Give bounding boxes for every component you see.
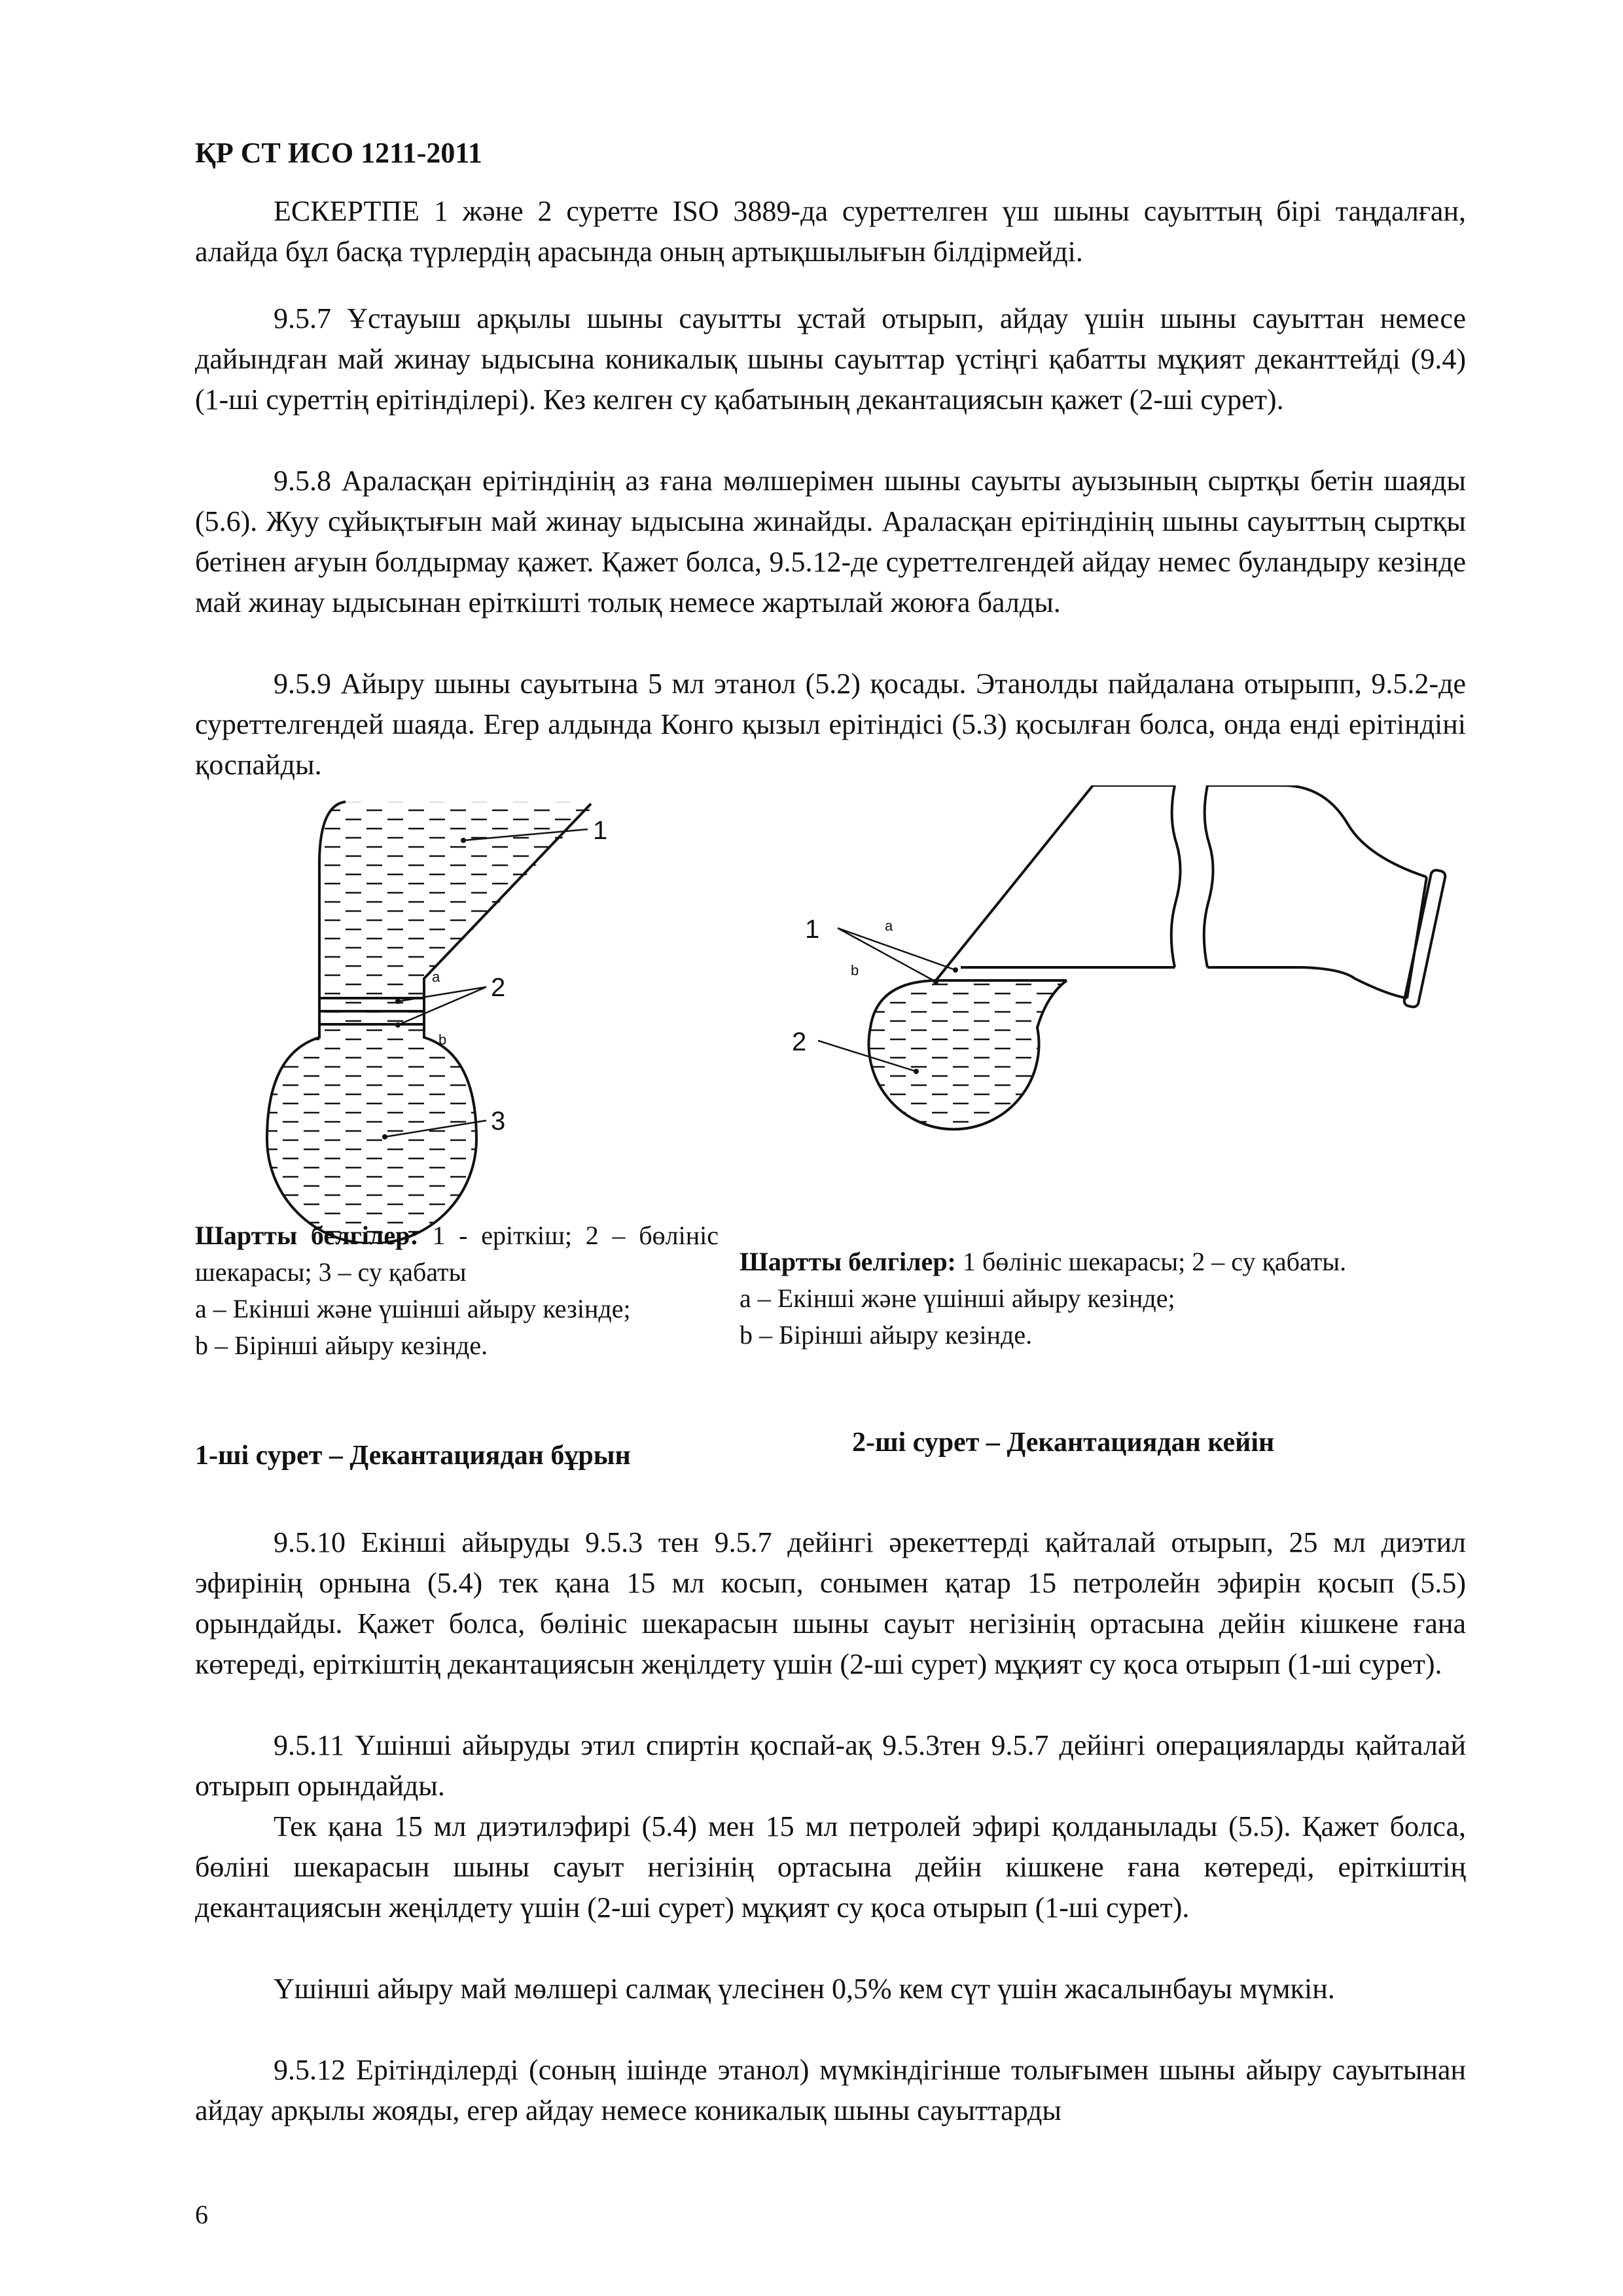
paragraph-9-5-9: 9.5.9 Айыру шыны сауытына 5 мл этанол (5.2) қосады. Этанолды пайдалана отырыпп, 9.5.2-де суреттелгендей шаяда. Егер алдында Конго қызыл ерітіндісі (5.3) қосылған болса, онда енді ерітіндіні қоспайды. [195,668,1466,781]
figure-1-legend-a: a – Екінші және үшінші айыру кезінде; [195,1294,631,1323]
figure-2-label-2: 2 [792,1028,807,1056]
paragraph-9-5-7: 9.5.7 Ұстауыш арқылы шыны сауытты ұстай отырып, айдау үшін шыны сауыттан немесе дайындған май жинау ыдысына коникалық шыны сауыттар үстіңгі қабатты мұқият деканттейді (9.4) (1-ші суреттің ерітінділері). Кез келген су қабатының декантациясын қажет (2-ші сурет). [195,302,1466,416]
paragraph-tek-qana: Тек қана 15 мл диэтилэфирі (5.4) мен 15 мл петролей эфирі қолданылады (5.5). Қажет болса, бөліні шекарасын шыны сауыт негізінің ортасына дейін кішкене ғана көтереді, еріткіштің декантациясын жеңілдету үшін (2-ші сурет) мұқият су қоса отырып (1-ші сурет). [195,1810,1466,1924]
figure-2-caption: 2-ші сурет – Декантациядан кейін [852,1427,1275,1458]
figure-1-label-3: 3 [491,1107,506,1136]
figure-1-label-1: 1 [593,816,608,845]
paragraph-9-5-12: 9.5.12 Ерітінділерді (соның ішінде этанол) мүмкіндігінше толығымен шыны айыру сауытынан айдау арқылы жояды, егер айдау немесе коникалық шыны сауыттарды [195,2054,1466,2126]
figure-2-legend-b: b – Бірінші айыру кезінде. [740,1320,1033,1350]
figure-2-legend-text: 1 бөлініс шекарасы; 2 – су қабаты. [962,1247,1347,1276]
figure-2-label-a: a [885,918,893,934]
figure-2-legend-title: Шартты белгілер: [740,1247,956,1276]
paragraph-9-5-8: 9.5.8 Араласқан ерітіндінің аз ғана мөлшерімен шыны сауыты ауызының сыртқы бетін шаяды (5.6). Жуу сұйықтығын май жинау ыдысына жинайды. Араласқан ерітіндінің шыны сауыттың сыртқы бетінен ағуын болдырмау қажет. Қажет болса, 9.5.12-де суреттелгендей айдау немес буландыру кезінде май жинау ыдысынан еріткішті толық немесе жартылай жоюға балды. [195,465,1466,619]
figure-1-label-b: b [438,1031,447,1048]
figure-2-drawing [740,785,1499,1244]
figure-1-label-2: 2 [491,973,506,1002]
figure-2-label-1: 1 [805,915,820,944]
figure-1-legend-b: b – Бірінші айыру кезінде. [195,1331,488,1360]
figure-1-drawing [195,785,771,1244]
figure-2-legend-main [740,1244,1466,1280]
figure-1 [195,785,771,1471]
figure-2 [740,785,1499,1458]
figure-2-label-b: b [851,962,859,978]
figure-1-legend-main [195,1217,719,1291]
figure-1-label-a: a [432,969,440,985]
note-paragraph: ЕСКЕРТПЕ 1 және 2 суретте ISO 3889-да суреттелген үш шыны сауыттың бірі таңдалған, алайда бұл басқа түрлердің арасында оның артықшылығын білдірмейді. [195,195,1466,268]
paragraph-9-5-11: 9.5.11 Үшінші айыруды этил спиртін қоспай-ақ 9.5.3тен 9.5.7 дейінгі операцияларды қайталай отырып орындайды. [195,1729,1466,1802]
figure-1-liquid-hatching [260,802,627,1234]
figure-1-legend [195,1217,719,1364]
figure-2-legend-a: a – Екінші және үшінші айыру кезінде; [740,1283,1175,1313]
figure-1-legend-text: 1 - еріткіш; 2 – бөлініс шекарасы; 3 – су қабаты [195,1221,719,1287]
standard-header: ҚР СТ ИСО 1211-2011 [195,137,482,169]
page-number: 6 [195,2200,208,2229]
figure-1-caption: 1-ші сурет – Декантациядан бұрын [195,1441,631,1471]
figure-2-legend [740,1244,1466,1354]
paragraph-ushinshi-aiyru: Үшінші айыру май мөлшері салмақ үлесінен 0,5% кем сүт үшін жасалынбауы мүмкін. [274,1973,1335,2005]
figure-1-legend-title: Шартты белгілер: [195,1221,419,1250]
paragraph-9-5-10: 9.5.10 Екінші айыруды 9.5.3 тен 9.5.7 дейінгі әрекеттерді қайталай отырып, 25 мл диэтил эфирінің орнына (5.4) тек қана 15 мл косып, сонымен қатар 15 петролейн эфирін қосып (5.5) орындайды. Қажет болса, бөлініс шекарасын шыны сауыт негізінің ортасына дейін кішкене ғана көтереді, еріткіштің декантациясын жеңілдету үшін (2-ші сурет) мұқият су қоса отырып (1-ші сурет). [195,1526,1466,1680]
